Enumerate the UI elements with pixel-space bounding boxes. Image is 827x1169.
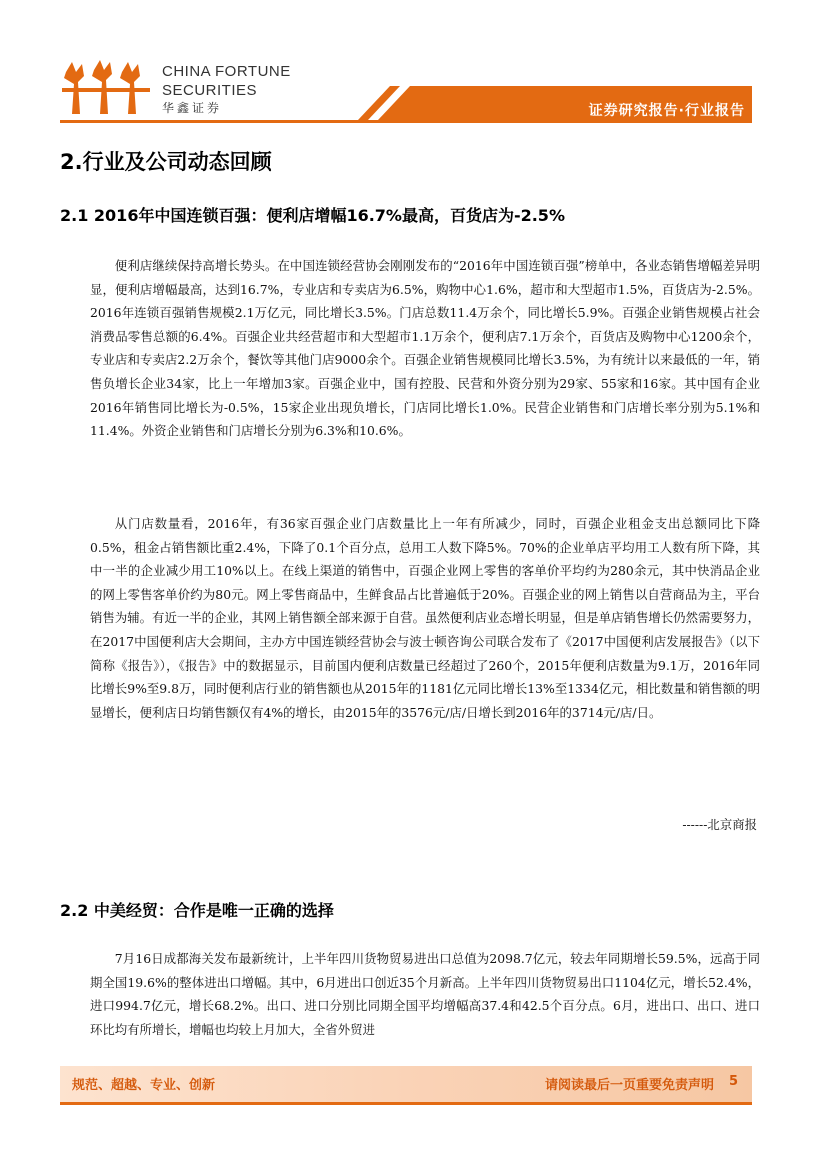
section-title: 2.行业及公司动态回顾	[60, 150, 272, 174]
subsection-2-1-body	[90, 254, 760, 443]
paragraph: 便利店继续保持高增长势头。在中国连锁经营协会刚刚发布的“2016年中国连锁百强”榜单中，各业态销售增幅差异明显，便利店增幅最高，达到16.7%，专业店和专卖店为6.5%，购物中心1.6%，超市和大型超市1.5%，百货店为-2.5%。2016年连锁百强销售规模2.1万亿元，同比增长3.5%。门店总数11.4万余个，同比增长5.9%。百强企业销售规模占社会消费品零售总额的6.4%。百强企业共经营超市和大型超市1.1万余个，便利店7.1万余个，百货店及购物中心1200余个，专业店和专卖店2.2万余个，餐饮等其他门店9000余个。百强企业销售规模同比增长3.5%，为有统计以来最低的一年，销售负增长企业34家，比上一年增加3家。百强企业中，国有控股、民营和外资分别为29家、55家和16家。其中国有企业2016年销售同比增长为-0.5%，15家企业出现负增长，门店同比增长1.0%。民营企业销售和门店增长率分别为5.1%和11.4%。外资企业销售和门店增长分别为6.3%和10.6%。	[90, 258, 760, 439]
page-number: 5	[728, 1074, 738, 1089]
page-header	[0, 0, 827, 130]
footer-slogan: 规范、超越、专业、创新	[72, 1078, 216, 1093]
subsection-2-1-body-2	[90, 512, 760, 724]
paragraph: 7月16日成都海关发布最新统计，上半年四川货物贸易进出口总值为2098.7亿元，较去年同期增长59.5%，远高于同期全国19.6%的整体进出口增幅。其中，6月进出口创近35个月新高。上半年四川货物贸易出口1104亿元，增长52.4%，进口994.7亿元，增长68.2%。出口、进口分别比同期全国平均增幅高37.4和42.5个百分点。6月，进出口、出口、进口环比均有所增长，增幅也均较上月加大，全省外贸进	[90, 951, 760, 1037]
subsection-2-2-body	[90, 947, 760, 1053]
subsection-2-1-title: 2.1 2016年中国连锁百强：便利店增幅16.7%最高，百货店为-2.5%	[60, 206, 565, 225]
logo-english-line1: CHINA FORTUNE	[162, 63, 291, 80]
paragraph: 从门店数量看，2016年，有36家百强企业门店数量比上一年有所减少，同时，百强企业租金支出总额同比下降0.5%，租金占销售额比重2.4%，下降了0.1个百分点，总用工人数下降5%。70%的企业单店平均用工人数有所下降，其中一半的企业减少用工10%以上。在线上渠道的销售中，百强企业网上零售的客单价平均约为280余元，其中快消品企业的网上零售客单价约为80元。网上零售商品中，生鲜食品占比普遍低于20%。百强企业的网上销售以自营商品为主，平台销售为辅。有近一半的企业，其网上销售额全部来源于自营。虽然便利店业态增长明显，但是单店销售增长仍然需要努力，在2017中国便利店大会期间，主办方中国连锁经营协会与波士顿咨询公司联合发布了《2017中国便利店发展报告》（以下简称《报告》），《报告》中的数据显示，目前国内便利店数量已经超过了260个，2015年便利店数量为9.1万，2016年同比增长9%至9.8万，同时便利店行业的销售额也从2015年的1181亿元同比增长13%至1334亿元，相比数量和销售额的明显增长，便利店日均销售额仅有4%的增长，由2015年的3576元/店/日增长到2016年的3714元/店/日。	[90, 516, 760, 720]
report-type-label: 证券研究报告·行业报告	[588, 103, 745, 119]
logo-chinese-name: 华鑫证券	[162, 101, 223, 115]
logo-english-line2: SECURITIES	[162, 82, 258, 99]
page-footer	[60, 1066, 752, 1102]
source-attribution: ------北京商报	[682, 817, 757, 832]
subsection-2-2-title: 2.2 中美经贸：合作是唯一正确的选择	[60, 901, 334, 920]
footer-disclaimer-link[interactable]: 请阅读最后一页重要免责声明	[544, 1078, 714, 1093]
